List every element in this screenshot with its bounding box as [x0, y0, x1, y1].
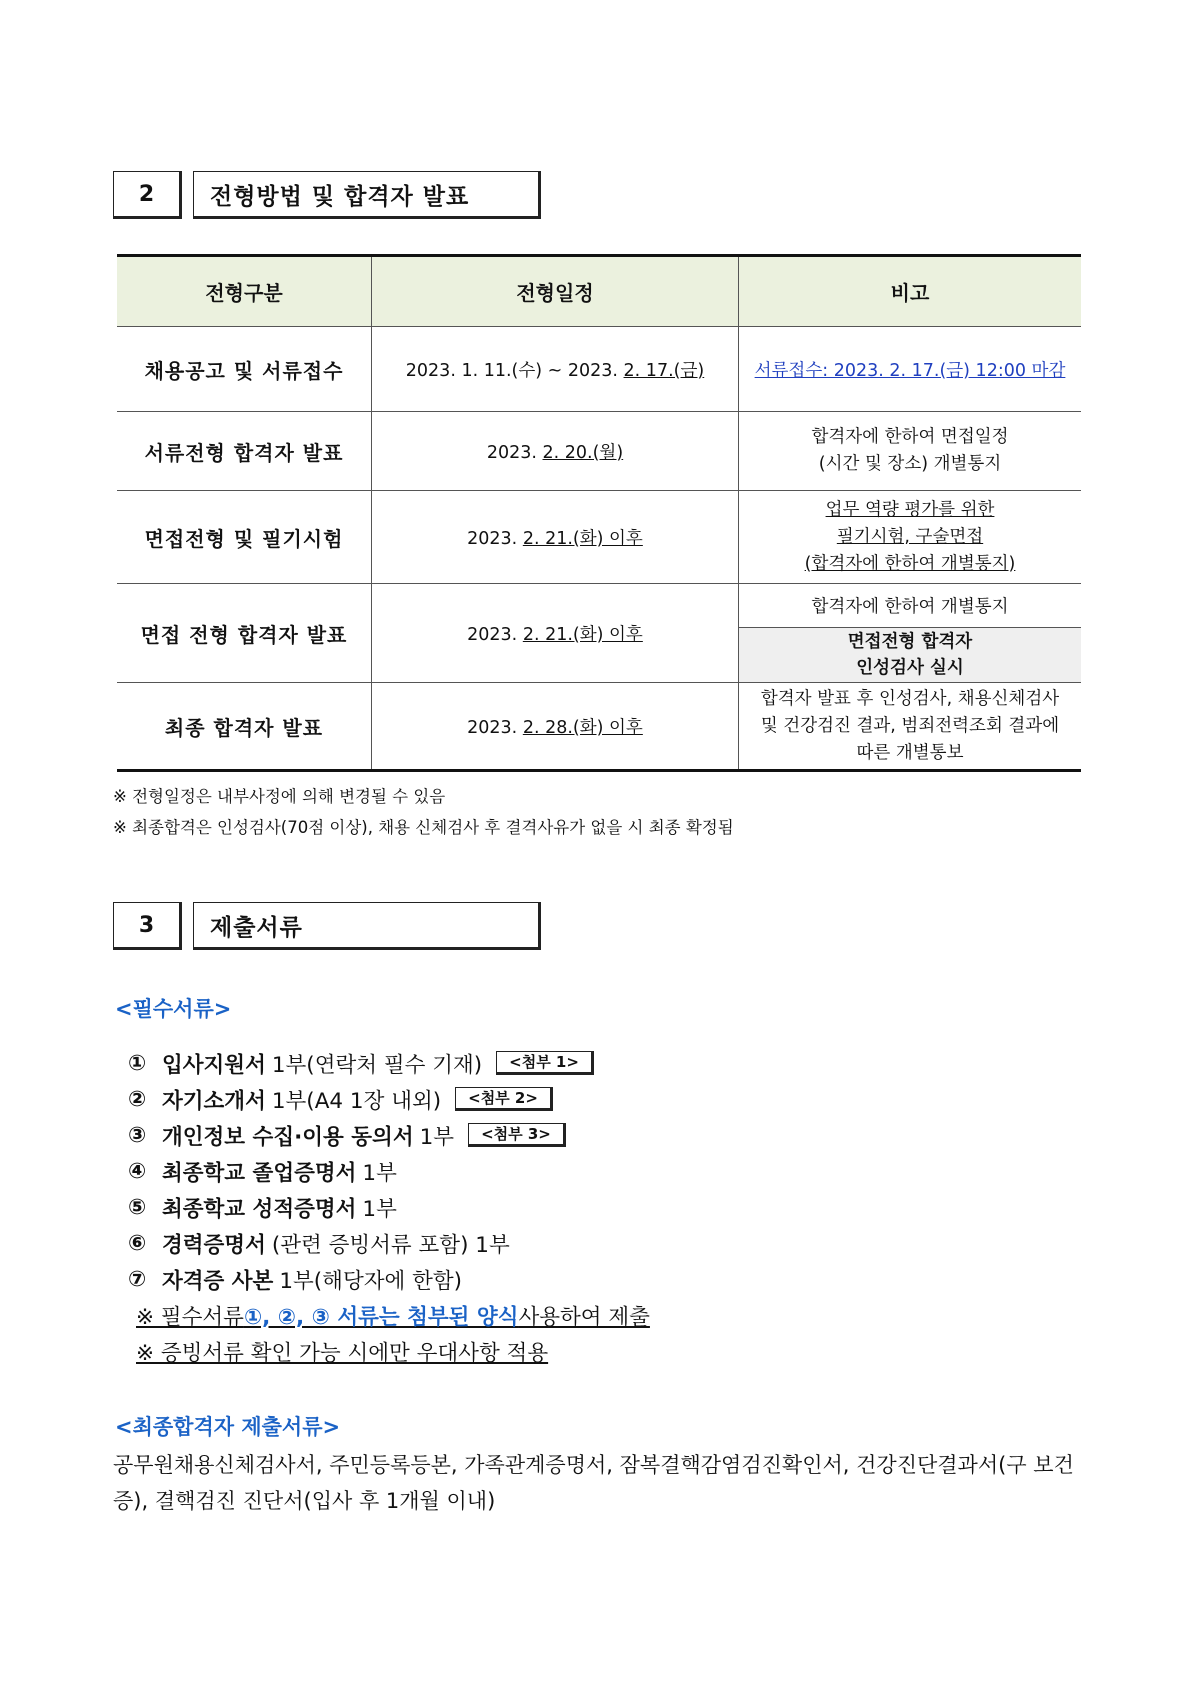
deadline-note: 서류접수: 2023. 2. 17.(금) 12:00 마감	[754, 360, 1066, 381]
list-item	[128, 1261, 650, 1297]
date-cell	[372, 327, 739, 412]
table-note: ※ 최종합격은 인성검사(70점 이상), 채용 신체검사 후 결격사유가 없을 시 최종 확정됨	[113, 818, 734, 837]
date-underlined: 2. 21.(화) 이후	[522, 624, 643, 645]
item-name: 자기소개서	[162, 1088, 266, 1114]
note-suffix: 사용하여 제출	[518, 1304, 650, 1330]
section-number: 2	[113, 171, 182, 219]
list-item	[128, 1225, 650, 1261]
date-underlined: 2. 28.(화) 이후	[522, 717, 643, 738]
section-title: 제출서류	[193, 902, 541, 950]
date-cell	[372, 412, 739, 491]
column-header: 전형일정	[372, 256, 739, 327]
note-cell	[739, 491, 1082, 584]
note-line: 합격자에 한하여 면접일정	[811, 427, 1009, 447]
note-line: 및 건강검진 결과, 범죄전력조회 결과에	[760, 715, 1060, 736]
table-row	[117, 683, 1081, 771]
note-line: 합격자 발표 후 인성검사, 채용신체검사	[760, 688, 1060, 709]
item-detail: (관련 증빙서류 포함) 1부	[271, 1232, 510, 1258]
stage-cell: 채용공고 및 서류접수	[117, 327, 372, 412]
item-detail: 1부(연락처 필수 기재)	[271, 1052, 483, 1078]
item-number: ②	[128, 1086, 147, 1112]
note-line: 업무 역량 평가를 위한	[825, 499, 995, 520]
list-item	[128, 1117, 650, 1153]
note-cell: 합격자에 한하여 개별통지	[739, 584, 1082, 628]
table-notes	[113, 781, 734, 843]
stage-cell: 서류전형 합격자 발표	[117, 412, 372, 491]
stage-cell: 면접전형 및 필기시험	[117, 491, 372, 584]
item-number: ⑤	[128, 1194, 147, 1220]
table-row	[117, 584, 1081, 628]
date-cell	[372, 491, 739, 584]
table-row	[117, 327, 1081, 412]
schedule-table	[117, 254, 1081, 772]
note-line: (시간 및 장소) 개별통지	[818, 454, 1002, 474]
date-prefix: 2023.	[467, 528, 523, 549]
item-number: ⑦	[128, 1266, 147, 1292]
list-item	[128, 1189, 650, 1225]
table-row	[117, 412, 1081, 491]
required-docs-list	[128, 1045, 650, 1369]
date-prefix: 2023.	[467, 624, 523, 645]
final-docs-text: 공무원채용신체검사서, 주민등록등본, 가족관계증명서, 잠복결핵감염검진확인서, 건강진단결과서(구 보건증), 결핵검진 진단서(입사 후 1개월 이내)	[113, 1453, 1074, 1513]
note-cell	[739, 683, 1082, 771]
final-docs-heading: <최종합격자 제출서류>	[115, 1415, 341, 1439]
item-detail: 1부	[362, 1196, 397, 1222]
note-cell	[739, 327, 1082, 412]
date-prefix: 2023.	[486, 442, 543, 463]
date-cell	[372, 584, 739, 683]
subnote-line: 인성검사 실시	[856, 658, 964, 678]
subnote-cell	[739, 628, 1082, 683]
list-item	[128, 1153, 650, 1189]
attachment-badge: <첨부 2>	[455, 1087, 553, 1111]
date-cell	[372, 683, 739, 771]
date-underlined: 2. 17.(금)	[623, 360, 705, 381]
item-name: 개인정보 수집·이용 동의서	[162, 1124, 414, 1150]
item-number: ③	[128, 1122, 147, 1148]
stage-cell: 최종 합격자 발표	[117, 683, 372, 771]
attachment-badge: <첨부 3>	[468, 1123, 566, 1147]
stage-cell: 면접 전형 합격자 발표	[117, 584, 372, 683]
item-detail: 1부(해당자에 한함)	[279, 1268, 463, 1294]
note-cell	[739, 412, 1082, 491]
note-prefix: ※ 필수서류	[136, 1304, 244, 1330]
item-name: 입사지원서	[162, 1052, 266, 1078]
item-number: ①	[128, 1050, 147, 1076]
date-prefix: 2023. 1. 11.(수) ~ 2023.	[405, 360, 624, 381]
evidence-note: ※ 증빙서류 확인 가능 시에만 우대사항 적용	[136, 1340, 549, 1366]
note-line: (합격자에 한하여 개별통지)	[804, 553, 1016, 574]
item-name: 최종학교 졸업증명서	[162, 1160, 357, 1186]
item-detail: 1부	[362, 1160, 397, 1186]
column-header: 비고	[739, 256, 1082, 327]
item-detail: 1부	[419, 1124, 455, 1150]
table-row	[117, 491, 1081, 584]
date-underlined: 2. 20.(월)	[542, 442, 624, 463]
list-item	[128, 1045, 650, 1081]
table-header-row	[117, 256, 1081, 327]
date-prefix: 2023.	[467, 717, 523, 738]
item-number: ⑥	[128, 1230, 147, 1256]
section-number: 3	[113, 902, 182, 950]
item-number: ④	[128, 1158, 147, 1184]
column-header: 전형구분	[117, 256, 372, 327]
required-docs-note	[128, 1297, 650, 1333]
subnote-line: 면접전형 합격자	[847, 632, 973, 652]
note-highlight: ①, ②, ③ 서류는 첨부된 양식	[243, 1304, 519, 1330]
section-title: 전형방법 및 합격자 발표	[193, 171, 541, 219]
required-docs-heading: <필수서류>	[115, 997, 232, 1021]
note-line: 필기시험, 구술면접	[836, 526, 984, 547]
list-item	[128, 1081, 650, 1117]
attachment-badge: <첨부 1>	[496, 1051, 594, 1075]
item-name: 최종학교 성적증명서	[162, 1196, 357, 1222]
date-underlined: 2. 21.(화) 이후	[522, 528, 643, 549]
note-line: 따른 개별통보	[856, 742, 964, 763]
item-name: 경력증명서	[162, 1232, 266, 1258]
item-name: 자격증 사본	[162, 1268, 274, 1294]
item-detail: 1부(A4 1장 내외)	[271, 1088, 442, 1114]
table-note: ※ 전형일정은 내부사정에 의해 변경될 수 있음	[113, 787, 446, 806]
